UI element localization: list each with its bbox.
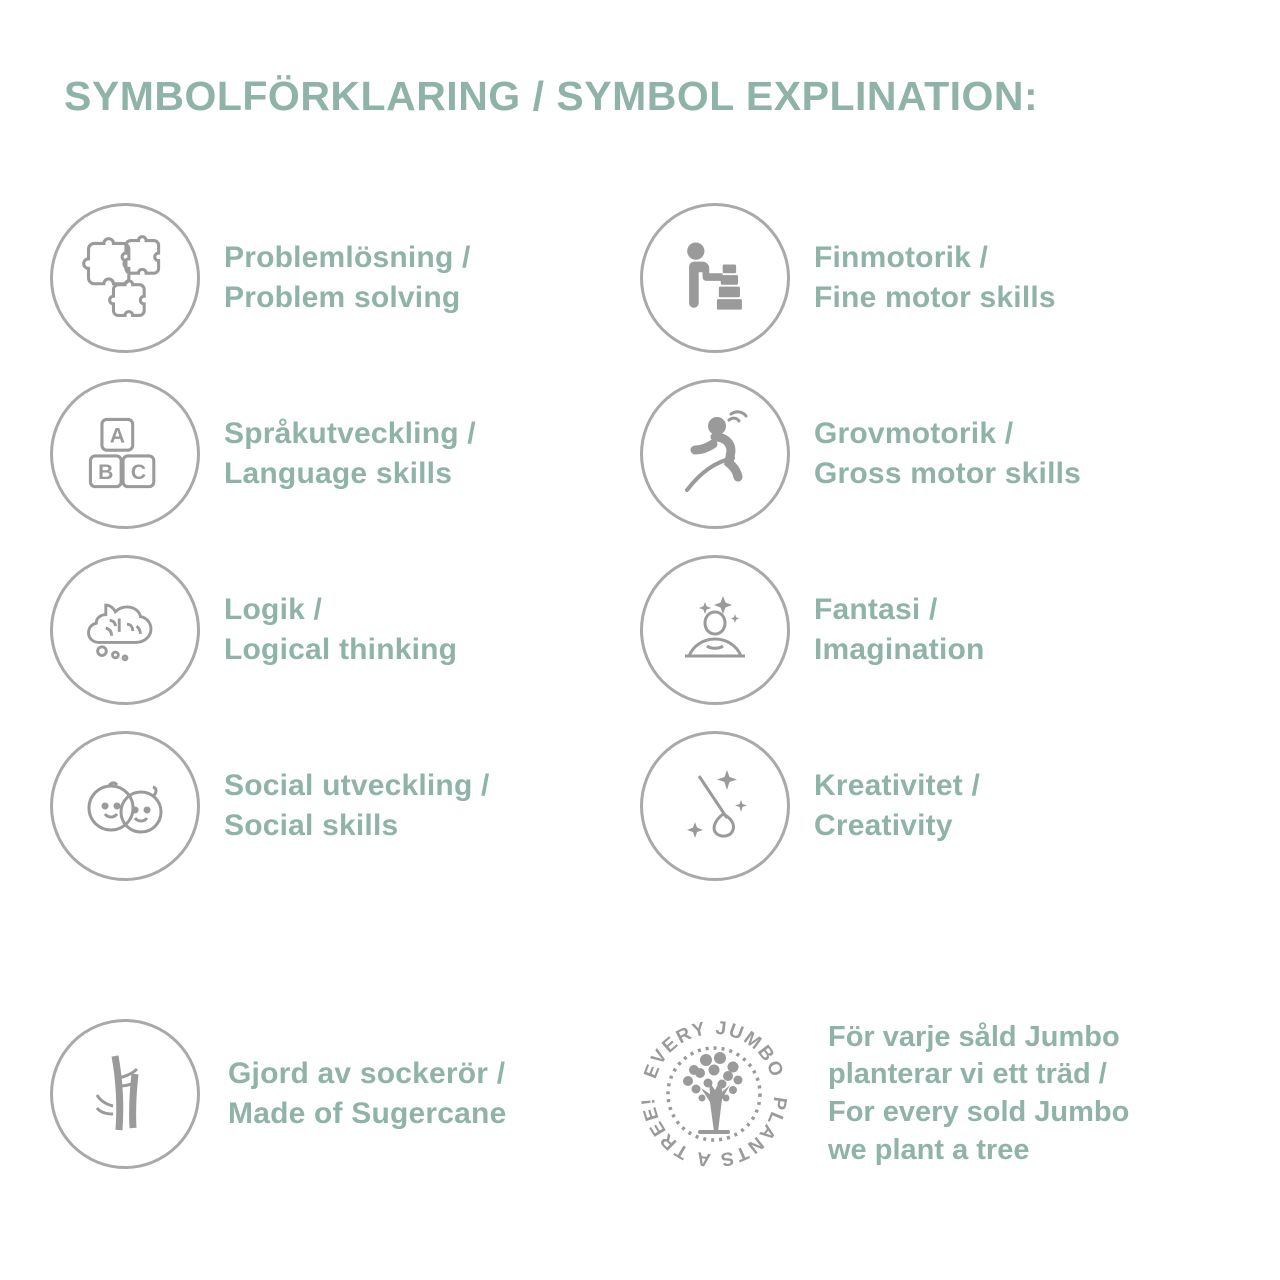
sugarcane-icon: [50, 1019, 200, 1169]
puzzle-pieces-icon: [50, 203, 200, 353]
brain-icon: [50, 555, 200, 705]
tree-stamp-icon: [630, 1010, 798, 1178]
jumping-child-icon: [640, 379, 790, 529]
symbol-item-problem-solving: [50, 190, 640, 366]
abc-blocks-icon: [50, 379, 200, 529]
page-title: SYMBOLFÖRKLARING / SYMBOL EXPLINATION:: [64, 73, 1039, 119]
symbol-label: Språkutveckling / Language skills: [224, 417, 476, 490]
symbol-grid: [50, 190, 1240, 894]
symbol-item-tree: [637, 1010, 1230, 1178]
symbol-label: Fantasi / Imagination: [814, 593, 985, 666]
stamp-text-bottom: PLANTS A TREE!: [637, 1095, 791, 1171]
symbol-label: Kreativitet / Creativity: [814, 769, 980, 842]
svg-text:C: C: [130, 460, 147, 484]
symbol-item-social: [50, 718, 640, 894]
symbol-label: För varje såld Jumbo planterar vi ett träd / For every sold Jumbo we plant a tree: [828, 1020, 1130, 1166]
symbol-item-sugarcane: [50, 1010, 640, 1178]
two-baby-faces-icon: [50, 731, 200, 881]
svg-text:A: A: [109, 424, 125, 448]
symbol-label: Grovmotorik / Gross motor skills: [814, 417, 1082, 490]
bottom-row: [50, 1010, 1240, 1178]
child-stacking-blocks-icon: [640, 203, 790, 353]
symbol-label: Finmotorik / Fine motor skills: [814, 241, 1056, 314]
symbol-label: Problemlösning / Problem solving: [224, 241, 471, 314]
symbol-item-imagination: [640, 542, 1230, 718]
symbol-item-logic: [50, 542, 640, 718]
stamp-text-top: EVERY JUMBO: [640, 1017, 788, 1082]
symbol-label: Social utveckling / Social skills: [224, 769, 490, 842]
symbol-item-fine-motor: [640, 190, 1230, 366]
person-with-sparkles-icon: [640, 555, 790, 705]
paintbrush-sparkles-icon: [640, 731, 790, 881]
symbol-label: Gjord av sockerör / Made of Sugercane: [228, 1057, 507, 1130]
svg-text:B: B: [98, 460, 114, 484]
symbol-item-language: [50, 366, 640, 542]
symbol-item-creativity: [640, 718, 1230, 894]
symbol-item-gross-motor: [640, 366, 1230, 542]
symbol-label: Logik / Logical thinking: [224, 593, 458, 666]
